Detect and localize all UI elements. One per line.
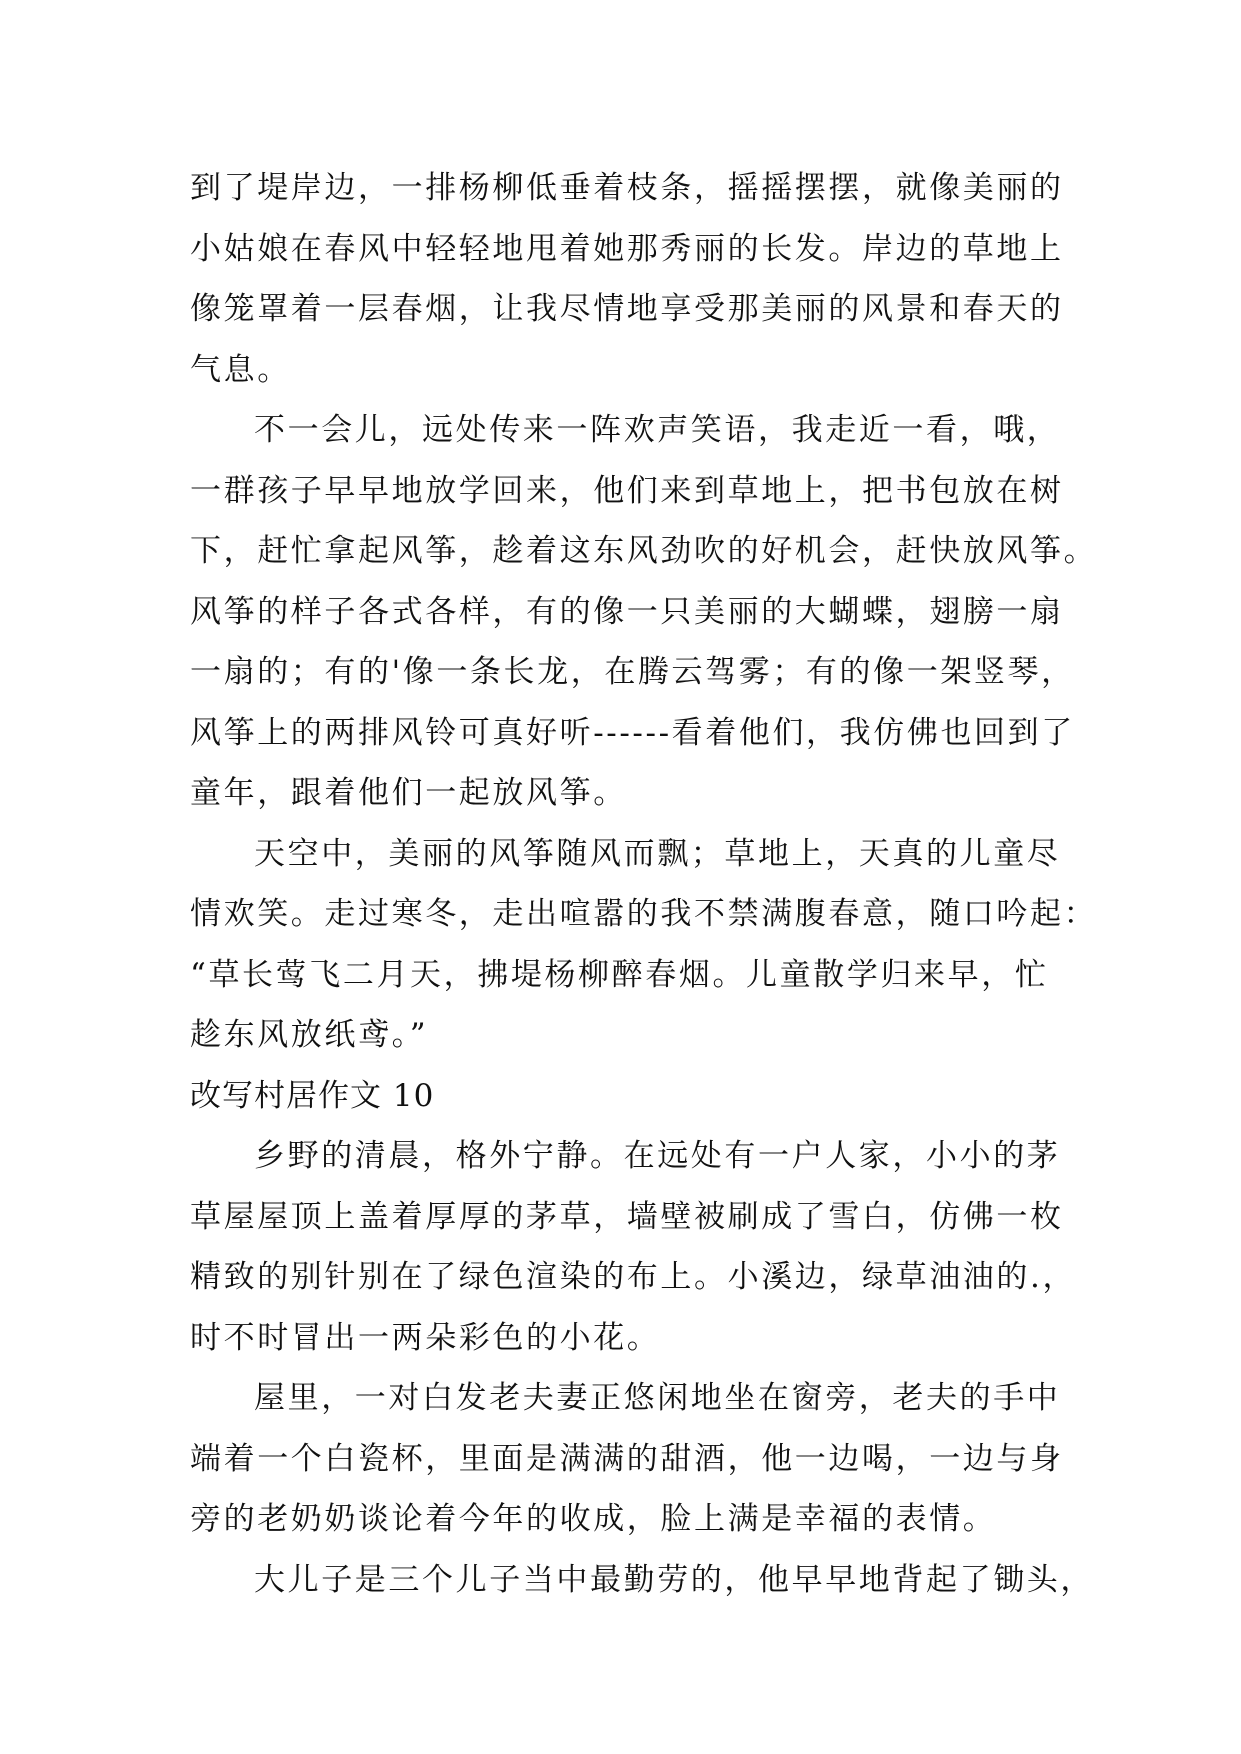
text-line: 风筝的样子各式各样，有的像一只美丽的大蝴蝶，翅膀一扇 <box>190 593 1064 630</box>
text-line: 气息。 <box>190 351 291 388</box>
text-line: 像笼罩着一层春烟，让我尽情地享受那美丽的风景和春天的 <box>190 291 1064 327</box>
text-line: 下，赶忙拿起风筝，趁着这东风劲吹的好机会，赶快放风筝。 <box>190 533 1098 569</box>
text-line: 一群孩子早早地放学回来，他们来到草地上，把书包放在树 <box>190 472 1064 509</box>
text-line: 一扇的；有的'像一条长龙，在腾云驾雾；有的像一架竖琴， <box>190 654 1075 690</box>
text-line: “草长莺飞二月天，拂堤杨柳醉春烟。儿童散学归来早，忙 <box>190 956 1049 993</box>
text-line: 趁东风放纸鸢。” <box>190 1017 429 1053</box>
text-line: 大儿子是三个儿子当中最勤劳的，他早早地背起了锄头， <box>254 1561 1094 1598</box>
text-line: 端着一个白瓷杯，里面是满满的甜酒，他一边喝，一边与身 <box>190 1440 1064 1477</box>
text-line: 不一会儿，远处传来一阵欢声笑语，我走近一看，哦， <box>254 412 1061 448</box>
text-line: 小姑娘在春风中轻轻地甩着她那秀丽的长发。岸边的草地上 <box>190 230 1064 267</box>
text-line: 风筝上的两排风铃可真好听------看着他们，我仿佛也回到了 <box>190 714 1075 751</box>
text-line: 情欢笑。走过寒冬，走出喧嚣的我不禁满腹春意，随口吟起： <box>190 896 1098 932</box>
text-line: 乡野的清晨，格外宁静。在远处有一户人家，小小的茅 <box>254 1138 1061 1174</box>
text-line: 精致的别针别在了绿色渲染的布上。小溪边，绿草油油的.， <box>190 1259 1077 1295</box>
text-line: 童年，跟着他们一起放风筝。 <box>190 775 627 811</box>
text-line: 天空中，美丽的风筝随风而飘；草地上，天真的儿童尽 <box>254 835 1061 872</box>
text-line: 到了堤岸边，一排杨柳低垂着枝条，摇摇摆摆，就像美丽的 <box>190 170 1064 206</box>
text-line: 时不时冒出一两朵彩色的小花。 <box>190 1319 661 1356</box>
document-body <box>190 158 1098 1610</box>
text-line: 屋里，一对白发老夫妻正悠闲地坐在窗旁，老夫的手中 <box>254 1380 1061 1416</box>
text-line: 旁的老奶奶谈论着今年的收成，脸上满是幸福的表情。 <box>190 1501 997 1537</box>
section-heading: 改写村居作文 10 <box>190 1077 435 1114</box>
text-line: 草屋屋顶上盖着厚厚的茅草，墙壁被刷成了雪白，仿佛一枚 <box>190 1198 1064 1235</box>
